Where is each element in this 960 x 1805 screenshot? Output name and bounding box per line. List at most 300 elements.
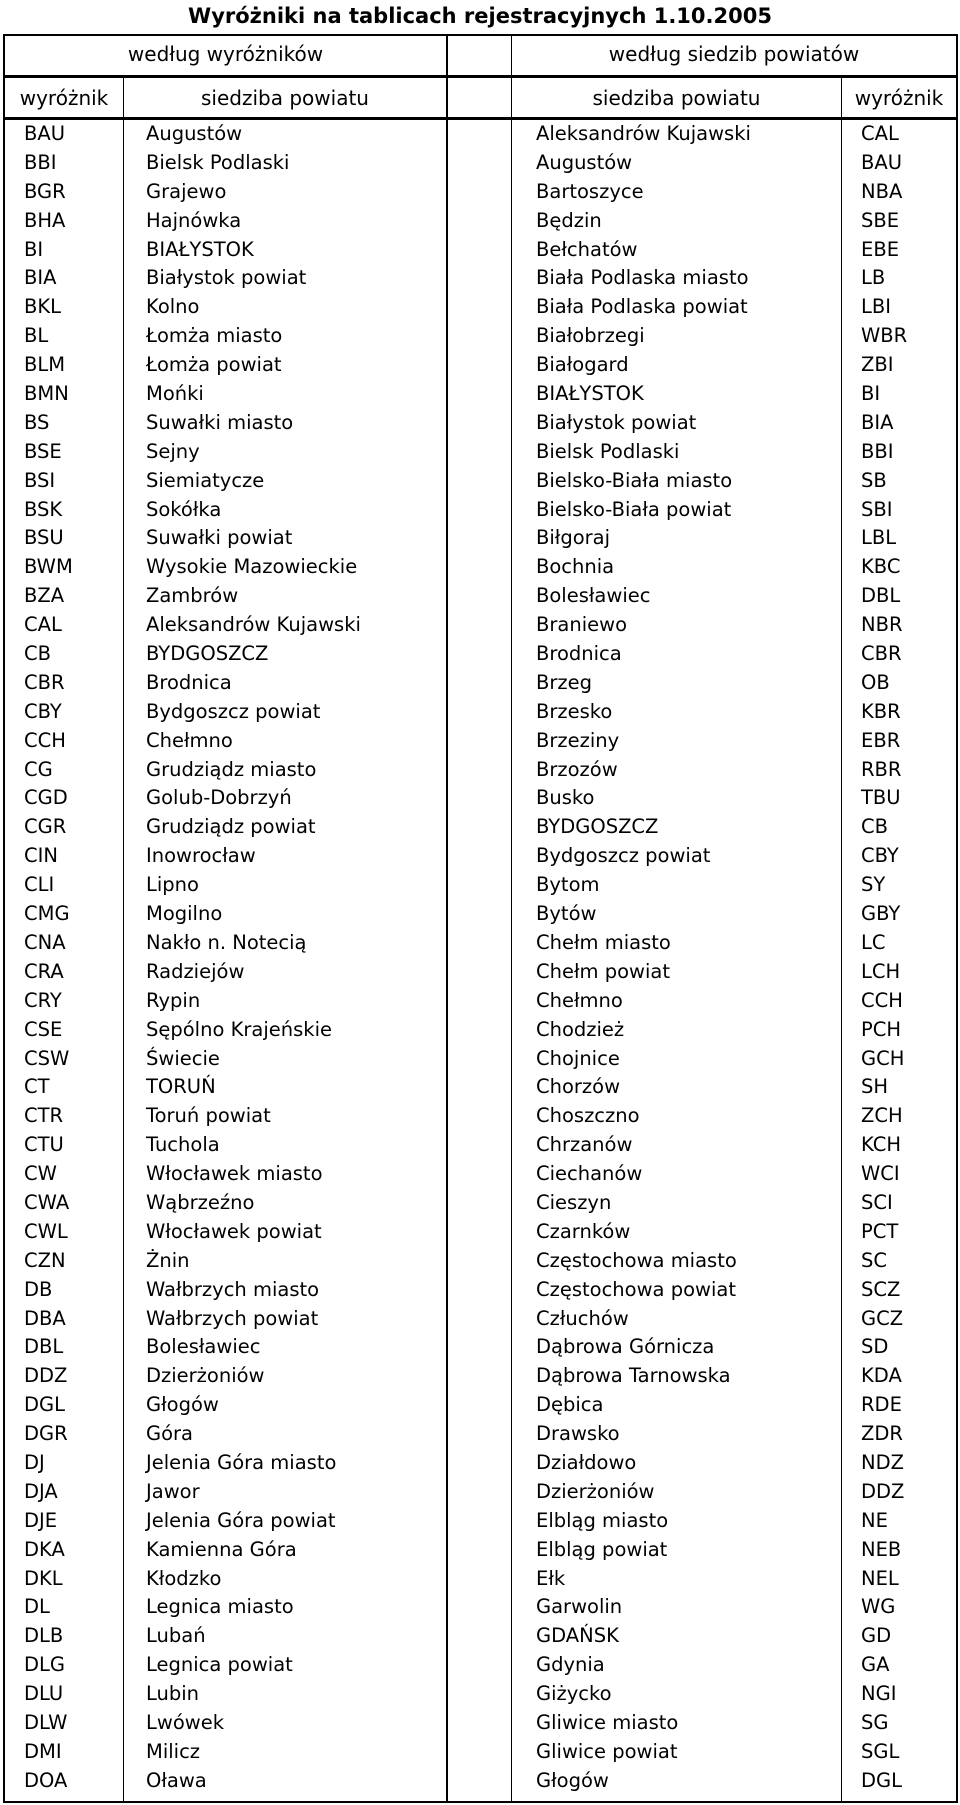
cell-left-code: CCH xyxy=(24,728,66,752)
cell-left-seat: Sejny xyxy=(146,439,200,463)
cell-right-code: SCZ xyxy=(861,1277,901,1301)
cell-left-code: CT xyxy=(24,1075,50,1099)
cell-left-code: DBL xyxy=(24,1335,64,1359)
cell-left-seat: Radziejów xyxy=(146,959,245,983)
table-row xyxy=(3,1276,958,1305)
cell-left-code: DOA xyxy=(24,1768,68,1792)
cell-left-seat: BIAŁYSTOK xyxy=(146,237,254,261)
cell-right-code: SCI xyxy=(861,1190,893,1214)
cell-left-code: DGR xyxy=(24,1422,68,1446)
cell-right-code: BAU xyxy=(861,150,902,174)
cell-right-code: NE xyxy=(861,1508,888,1532)
cell-left-seat: Włocławek miasto xyxy=(146,1162,323,1186)
table-row xyxy=(3,929,958,958)
cell-right-code: BI xyxy=(861,382,881,406)
cell-left-code: BS xyxy=(24,410,50,434)
cell-left-code: CNA xyxy=(24,930,66,954)
table-row xyxy=(3,1102,958,1131)
table-row xyxy=(3,207,958,236)
cell-left-code: CWL xyxy=(24,1219,68,1243)
cell-right-seat: Giżycko xyxy=(536,1682,612,1706)
table-row xyxy=(3,1016,958,1045)
cell-left-seat: Sokółka xyxy=(146,497,222,521)
column-header-left-code: wyróżnik xyxy=(19,86,109,110)
cell-left-seat: Grudziądz miasto xyxy=(146,757,317,781)
column-header-right-seat: siedziba powiatu xyxy=(592,86,761,110)
table-row xyxy=(3,438,958,467)
cell-right-code: GBY xyxy=(861,902,901,926)
cell-right-code: RBR xyxy=(861,757,902,781)
cell-right-code: NBR xyxy=(861,613,903,637)
cell-right-seat: Chełmno xyxy=(536,988,623,1012)
table-row xyxy=(3,1651,958,1680)
cell-left-seat: Kolno xyxy=(146,295,200,319)
cell-left-seat: Wąbrzeźno xyxy=(146,1190,255,1214)
cell-right-code: WBR xyxy=(861,324,908,348)
cell-right-code: BIA xyxy=(861,410,894,434)
cell-right-code: NBA xyxy=(861,179,903,203)
cell-right-seat: Działdowo xyxy=(536,1450,637,1474)
cell-left-seat: Jawor xyxy=(146,1479,200,1503)
cell-left-seat: Siemiatycze xyxy=(146,468,265,492)
table-row xyxy=(3,1189,958,1218)
cell-right-seat: Białogard xyxy=(536,353,629,377)
table-row xyxy=(3,1478,958,1507)
cell-left-code: CZN xyxy=(24,1248,66,1272)
table-row xyxy=(3,669,958,698)
cell-left-code: BGR xyxy=(24,179,66,203)
cell-left-seat: Golub-Dobrzyń xyxy=(146,786,292,810)
cell-right-seat: Biała Podlaska miasto xyxy=(536,266,749,290)
cell-right-seat: Białobrzegi xyxy=(536,324,645,348)
cell-left-code: CSE xyxy=(24,1017,63,1041)
table-row xyxy=(3,120,958,149)
cell-left-seat: Jelenia Góra powiat xyxy=(146,1508,336,1532)
cell-left-code: CLI xyxy=(24,873,55,897)
cell-left-code: CTU xyxy=(24,1133,64,1157)
table-row xyxy=(3,351,958,380)
cell-right-code: GA xyxy=(861,1653,890,1677)
cell-right-seat: Busko xyxy=(536,786,595,810)
cell-right-code: EBR xyxy=(861,728,901,752)
cell-left-seat: Lwówek xyxy=(146,1710,224,1734)
table-row xyxy=(3,1247,958,1276)
table-row xyxy=(3,1073,958,1102)
cell-right-seat: Chodzież xyxy=(536,1017,625,1041)
cell-right-code: TBU xyxy=(861,786,901,810)
cell-left-seat: Suwałki powiat xyxy=(146,526,293,550)
cell-right-seat: Człuchów xyxy=(536,1306,629,1330)
cell-left-code: DJE xyxy=(24,1508,58,1532)
cell-right-seat: Choszczno xyxy=(536,1104,640,1128)
cell-right-code: PCH xyxy=(861,1017,902,1041)
cell-left-seat: Rypin xyxy=(146,988,201,1012)
cell-right-seat: Bartoszyce xyxy=(536,179,644,203)
cell-left-code: DLU xyxy=(24,1682,64,1706)
cell-right-seat: Głogów xyxy=(536,1768,609,1792)
cell-right-code: NGI xyxy=(861,1682,897,1706)
cell-left-code: DJ xyxy=(24,1450,45,1474)
cell-right-code: NEL xyxy=(861,1566,899,1590)
cell-left-code: CRY xyxy=(24,988,62,1012)
cell-right-code: LC xyxy=(861,930,886,954)
registration-codes-table xyxy=(3,34,958,1803)
cell-right-seat: Częstochowa miasto xyxy=(536,1248,737,1272)
cell-right-seat: Bielsko-Biała powiat xyxy=(536,497,732,521)
table-row xyxy=(3,1738,958,1767)
table-row xyxy=(3,1131,958,1160)
cell-right-seat: Chorzów xyxy=(536,1075,621,1099)
cell-right-code: CBY xyxy=(861,844,899,868)
cell-left-seat: Sępólno Krajeńskie xyxy=(146,1017,332,1041)
cell-left-seat: Grudziądz powiat xyxy=(146,815,316,839)
cell-left-code: DLB xyxy=(24,1624,64,1648)
cell-right-seat: Biłgoraj xyxy=(536,526,611,550)
table-row xyxy=(3,553,958,582)
cell-right-seat: Chrzanów xyxy=(536,1133,633,1157)
cell-left-seat: Włocławek powiat xyxy=(146,1219,322,1243)
table-row xyxy=(3,727,958,756)
cell-right-code: SB xyxy=(861,468,887,492)
cell-left-code: CBY xyxy=(24,699,62,723)
cell-left-seat: Żnin xyxy=(146,1248,190,1272)
cell-right-seat: Dąbrowa Górnicza xyxy=(536,1335,715,1359)
cell-right-code: GCH xyxy=(861,1046,905,1070)
cell-left-seat: Łomża miasto xyxy=(146,324,283,348)
cell-right-code: LB xyxy=(861,266,886,290)
cell-left-seat: Mogilno xyxy=(146,902,223,926)
table-row xyxy=(3,1305,958,1334)
cell-left-code: CG xyxy=(24,757,53,781)
cell-left-seat: BYDGOSZCZ xyxy=(146,642,269,666)
cell-right-code: BBI xyxy=(861,439,894,463)
table-row xyxy=(3,756,958,785)
cell-right-seat: Ełk xyxy=(536,1566,566,1590)
cell-left-seat: Świecie xyxy=(146,1046,220,1070)
table-row xyxy=(3,611,958,640)
table-row xyxy=(3,582,958,611)
cell-right-seat: Brodnica xyxy=(536,642,622,666)
cell-right-seat: Bełchatów xyxy=(536,237,638,261)
cell-right-code: SGL xyxy=(861,1739,900,1763)
table-row xyxy=(3,380,958,409)
cell-left-seat: TORUŃ xyxy=(146,1075,216,1099)
cell-left-code: CMG xyxy=(24,902,70,926)
document-title: Wyróżniki na tablicach rejestracyjnych 1.10.2005 xyxy=(188,4,772,28)
cell-left-code: DL xyxy=(24,1595,50,1619)
table-row xyxy=(3,409,958,438)
table-row xyxy=(3,496,958,525)
cell-left-code: DLG xyxy=(24,1653,65,1677)
cell-left-seat: Brodnica xyxy=(146,670,232,694)
cell-right-code: SH xyxy=(861,1075,889,1099)
table-row xyxy=(3,1507,958,1536)
table-row xyxy=(3,1622,958,1651)
table-row xyxy=(3,1218,958,1247)
cell-left-code: CAL xyxy=(24,613,62,637)
cell-left-seat: Głogów xyxy=(146,1393,219,1417)
cell-right-code: DDZ xyxy=(861,1479,905,1503)
cell-left-seat: Milicz xyxy=(146,1739,201,1763)
cell-right-seat: Chojnice xyxy=(536,1046,620,1070)
cell-right-seat: Chełm miasto xyxy=(536,930,671,954)
cell-right-seat: Biała Podlaska powiat xyxy=(536,295,748,319)
cell-left-code: DLW xyxy=(24,1710,68,1734)
cell-left-seat: Góra xyxy=(146,1422,194,1446)
table-row xyxy=(3,1391,958,1420)
cell-right-seat: GDAŃSK xyxy=(536,1624,619,1648)
cell-left-code: DDZ xyxy=(24,1364,68,1388)
cell-left-seat: Białystok powiat xyxy=(146,266,307,290)
cell-right-seat: Gliwice miasto xyxy=(536,1710,679,1734)
cell-left-code: DKA xyxy=(24,1537,65,1561)
cell-left-code: BHA xyxy=(24,208,66,232)
cell-left-code: DB xyxy=(24,1277,53,1301)
cell-right-seat: Dąbrowa Tarnowska xyxy=(536,1364,731,1388)
table-body xyxy=(3,120,958,1796)
table-row xyxy=(3,1709,958,1738)
cell-right-seat: Brzesko xyxy=(536,699,613,723)
cell-left-code: BWM xyxy=(24,555,73,579)
table-row xyxy=(3,1449,958,1478)
cell-right-seat: Bydgoszcz powiat xyxy=(536,844,711,868)
cell-left-seat: Bielsk Podlaski xyxy=(146,150,290,174)
cell-left-code: BKL xyxy=(24,295,62,319)
cell-left-code: BLM xyxy=(24,353,66,377)
cell-right-seat: Brzeziny xyxy=(536,728,620,752)
table-row xyxy=(3,987,958,1016)
table-row xyxy=(3,842,958,871)
cell-left-code: CBR xyxy=(24,670,65,694)
table-row xyxy=(3,1565,958,1594)
column-header-right-code: wyróżnik xyxy=(854,86,944,110)
cell-left-code: DKL xyxy=(24,1566,63,1590)
cell-left-code: BSK xyxy=(24,497,63,521)
cell-right-code: SD xyxy=(861,1335,889,1359)
table-row xyxy=(3,871,958,900)
cell-left-code: BL xyxy=(24,324,49,348)
cell-left-code: CRA xyxy=(24,959,64,983)
column-header-left-seat: siedziba powiatu xyxy=(201,86,369,110)
cell-right-code: OB xyxy=(861,670,890,694)
cell-left-seat: Toruń powiat xyxy=(146,1104,271,1128)
cell-left-seat: Kłodzko xyxy=(146,1566,222,1590)
cell-right-seat: Elbląg miasto xyxy=(536,1508,669,1532)
group-header-left: według wyróżników xyxy=(127,42,324,66)
cell-left-code: BSI xyxy=(24,468,56,492)
table-row xyxy=(3,784,958,813)
cell-left-code: CGD xyxy=(24,786,68,810)
cell-right-code: CAL xyxy=(861,122,899,145)
cell-left-code: BMN xyxy=(24,382,69,406)
table-row xyxy=(3,1362,958,1391)
cell-left-code: CTR xyxy=(24,1104,64,1128)
cell-right-code: DBL xyxy=(861,584,901,608)
table-row xyxy=(3,293,958,322)
cell-right-seat: BYDGOSZCZ xyxy=(536,815,659,839)
cell-right-seat: Częstochowa powiat xyxy=(536,1277,736,1301)
cell-left-code: CW xyxy=(24,1162,57,1186)
table-row xyxy=(3,698,958,727)
cell-right-code: SY xyxy=(861,873,886,897)
cell-right-code: PCT xyxy=(861,1219,899,1243)
table-row xyxy=(3,322,958,351)
table-row xyxy=(3,467,958,496)
cell-left-seat: Oława xyxy=(146,1768,207,1792)
cell-right-code: WCI xyxy=(861,1162,900,1186)
cell-left-seat: Lubań xyxy=(146,1624,206,1648)
table-row xyxy=(3,1160,958,1189)
table-row xyxy=(3,178,958,207)
table-row xyxy=(3,640,958,669)
cell-left-seat: Wałbrzych powiat xyxy=(146,1306,319,1330)
cell-right-seat: Aleksandrów Kujawski xyxy=(536,122,751,145)
cell-right-seat: Bochnia xyxy=(536,555,615,579)
cell-left-code: CWA xyxy=(24,1190,70,1214)
cell-right-code: SG xyxy=(861,1710,889,1734)
cell-left-code: BI xyxy=(24,237,44,261)
cell-right-code: KBR xyxy=(861,699,901,723)
cell-right-seat: Dębica xyxy=(536,1393,604,1417)
cell-right-code: SBE xyxy=(861,208,900,232)
cell-right-code: GCZ xyxy=(861,1306,904,1330)
table-row xyxy=(3,236,958,265)
cell-left-seat: Inowrocław xyxy=(146,844,256,868)
cell-left-code: DGL xyxy=(24,1393,65,1417)
cell-right-code: NEB xyxy=(861,1537,902,1561)
cell-right-seat: Czarnków xyxy=(536,1219,631,1243)
cell-left-seat: Zambrów xyxy=(146,584,239,608)
cell-left-seat: Hajnówka xyxy=(146,208,242,232)
cell-left-code: CB xyxy=(24,642,51,666)
cell-left-code: BAU xyxy=(24,122,65,145)
cell-left-seat: Łomża powiat xyxy=(146,353,282,377)
table-row xyxy=(3,1333,958,1362)
cell-right-seat: Będzin xyxy=(536,208,602,232)
cell-right-code: CB xyxy=(861,815,888,839)
cell-right-code: ZCH xyxy=(861,1104,903,1128)
cell-left-seat: Aleksandrów Kujawski xyxy=(146,613,361,637)
cell-right-seat: Bielsko-Biała miasto xyxy=(536,468,733,492)
cell-right-code: KBC xyxy=(861,555,901,579)
cell-right-seat: Bytom xyxy=(536,873,600,897)
cell-right-code: RDE xyxy=(861,1393,902,1417)
cell-right-seat: Cieszyn xyxy=(536,1190,612,1214)
cell-left-seat: Wysokie Mazowieckie xyxy=(146,555,358,579)
cell-right-seat: Białystok powiat xyxy=(536,410,697,434)
cell-left-seat: Jelenia Góra miasto xyxy=(146,1450,337,1474)
cell-left-code: BIA xyxy=(24,266,57,290)
cell-right-code: LBI xyxy=(861,295,891,319)
table-row xyxy=(3,958,958,987)
cell-right-code: ZBI xyxy=(861,353,894,377)
cell-right-seat: Gliwice powiat xyxy=(536,1739,678,1763)
cell-left-code: DMI xyxy=(24,1739,62,1763)
cell-right-seat: Bytów xyxy=(536,902,597,926)
cell-right-seat: Garwolin xyxy=(536,1595,623,1619)
cell-left-seat: Tuchola xyxy=(146,1133,220,1157)
cell-left-seat: Grajewo xyxy=(146,179,227,203)
table-row xyxy=(3,900,958,929)
table-row xyxy=(3,264,958,293)
cell-right-seat: Drawsko xyxy=(536,1422,620,1446)
cell-right-seat: Gdynia xyxy=(536,1653,605,1677)
cell-left-code: CIN xyxy=(24,844,58,868)
cell-left-seat: Nakło n. Notecią xyxy=(146,930,307,954)
cell-right-seat: BIAŁYSTOK xyxy=(536,382,644,406)
cell-left-code: CSW xyxy=(24,1046,70,1070)
cell-left-seat: Bolesławiec xyxy=(146,1335,261,1359)
cell-left-code: BSU xyxy=(24,526,64,550)
cell-right-code: KDA xyxy=(861,1364,902,1388)
cell-left-seat: Mońki xyxy=(146,382,204,406)
cell-right-code: LBL xyxy=(861,526,897,550)
cell-right-code: CCH xyxy=(861,988,903,1012)
table-row xyxy=(3,1045,958,1074)
table-border-bottom xyxy=(3,1801,958,1803)
table-row xyxy=(3,524,958,553)
cell-left-code: DBA xyxy=(24,1306,66,1330)
cell-left-seat: Legnica miasto xyxy=(146,1595,294,1619)
table-row xyxy=(3,149,958,178)
cell-left-seat: Legnica powiat xyxy=(146,1653,293,1677)
cell-right-code: NDZ xyxy=(861,1450,904,1474)
cell-right-code: SBI xyxy=(861,497,893,521)
table-row xyxy=(3,1680,958,1709)
table-row xyxy=(3,1420,958,1449)
cell-left-code: BZA xyxy=(24,584,65,608)
cell-right-seat: Ciechanów xyxy=(536,1162,643,1186)
cell-left-seat: Augustów xyxy=(146,122,243,145)
cell-right-code: CBR xyxy=(861,642,902,666)
cell-left-code: DJA xyxy=(24,1479,58,1503)
cell-right-code: ZDR xyxy=(861,1422,903,1446)
cell-left-code: CGR xyxy=(24,815,67,839)
cell-right-seat: Brzozów xyxy=(536,757,618,781)
cell-right-seat: Augustów xyxy=(536,150,633,174)
cell-right-seat: Bielsk Podlaski xyxy=(536,439,680,463)
cell-right-code: KCH xyxy=(861,1133,901,1157)
cell-left-seat: Dzierżoniów xyxy=(146,1364,265,1388)
cell-right-seat: Elbląg powiat xyxy=(536,1537,668,1561)
cell-right-code: GD xyxy=(861,1624,892,1648)
cell-right-code: LCH xyxy=(861,959,901,983)
cell-right-code: EBE xyxy=(861,237,900,261)
cell-right-code: WG xyxy=(861,1595,896,1619)
cell-right-seat: Bolesławiec xyxy=(536,584,651,608)
cell-right-seat: Braniewo xyxy=(536,613,627,637)
cell-left-seat: Suwałki miasto xyxy=(146,410,294,434)
cell-right-code: DGL xyxy=(861,1768,902,1792)
cell-left-seat: Bydgoszcz powiat xyxy=(146,699,321,723)
cell-left-seat: Kamienna Góra xyxy=(146,1537,297,1561)
cell-left-seat: Lubin xyxy=(146,1682,200,1706)
cell-right-seat: Brzeg xyxy=(536,670,593,694)
cell-right-seat: Chełm powiat xyxy=(536,959,670,983)
cell-right-seat: Dzierżoniów xyxy=(536,1479,655,1503)
cell-left-seat: Lipno xyxy=(146,873,199,897)
cell-left-code: BSE xyxy=(24,439,62,463)
table-row xyxy=(3,813,958,842)
table-row xyxy=(3,1767,958,1796)
group-header-right: według siedzib powiatów xyxy=(608,42,860,66)
cell-left-seat: Wałbrzych miasto xyxy=(146,1277,320,1301)
table-row xyxy=(3,1593,958,1622)
cell-left-seat: Chełmno xyxy=(146,728,233,752)
table-row xyxy=(3,1536,958,1565)
cell-left-code: BBI xyxy=(24,150,57,174)
cell-right-code: SC xyxy=(861,1248,887,1272)
